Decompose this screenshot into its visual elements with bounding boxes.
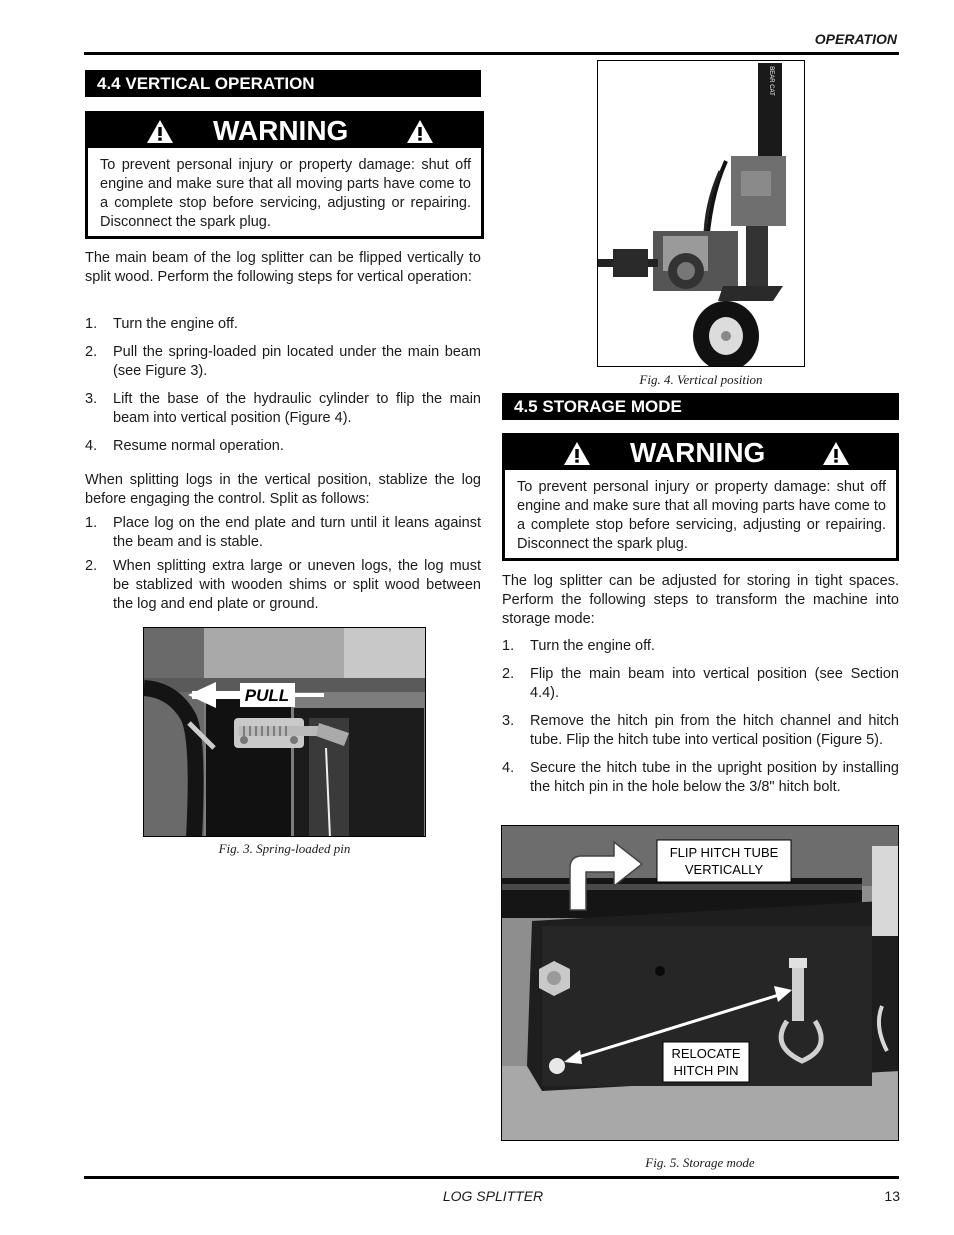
list-item: 4. Resume normal operation. — [85, 438, 284, 454]
section-title-storage-mode: 4.5 STORAGE MODE — [502, 393, 899, 420]
warning-triangle-icon — [146, 119, 174, 144]
list-item: 1. Place log on the end plate and turn until it leans against the beam and is stable. — [85, 515, 481, 550]
pull-label: PULL — [244, 686, 290, 705]
relocate-label-line-2: HITCH PIN — [673, 1063, 739, 1078]
warning-triangle-icon — [563, 441, 591, 466]
list-item: 4. Secure the hitch tube in the upright position by installing the hitch pin in the hole below the 3/8" hitch bolt. — [502, 760, 899, 795]
warning-text: To prevent personal injury or property damage: shut off engine and make sure that all moving parts have come to a complete stop before servicing, adjusting or repairing. Disconnect the spark plug. — [100, 157, 471, 230]
vertical-intro-paragraph: The main beam of the log splitter can be flipped vertically to split wood. Perform the following steps for vertical operation: — [85, 250, 481, 285]
figure-3-caption: Fig. 3. Spring-loaded pin — [218, 841, 351, 856]
warning-title: WARNING — [213, 115, 349, 146]
section-title-vertical-operation: 4.4 VERTICAL OPERATION — [85, 70, 481, 97]
split-intro-paragraph: When splitting logs in the vertical position, stablize the log before engaging the control. Split as follows: — [85, 472, 481, 507]
header-section-label: OPERATION — [814, 31, 897, 47]
list-item: 3. Lift the base of the hydraulic cylinder to flip the main beam into vertical position (Figure 4). — [85, 391, 481, 426]
warning-header — [505, 436, 896, 470]
figure-4-caption: Fig. 4. Vertical position — [639, 372, 763, 387]
warning-box-storage — [502, 433, 899, 561]
list-item: 1. Turn the engine off. — [502, 638, 655, 654]
figure-5-caption: Fig. 5. Storage mode — [645, 1155, 755, 1170]
list-item: 3. Remove the hitch pin from the hitch channel and hitch tube. Flip the hitch tube into vertical position (Figure 5). — [502, 713, 899, 748]
footer-title: LOG SPLITTER — [442, 1188, 544, 1204]
list-item: 2. Flip the main beam into vertical position (see Section 4.4). — [502, 666, 899, 701]
figure-5-storage-mode — [501, 825, 899, 1141]
spring-pin-photo — [144, 628, 426, 837]
figure-4-vertical-position — [597, 60, 805, 367]
list-item: 2. When splitting extra large or uneven logs, the log must be stablized with wooden shims or split wood between the log and end plate or ground. — [85, 558, 481, 612]
warning-title: WARNING — [630, 437, 766, 468]
warning-text: To prevent personal injury or property damage: shut off engine and make sure that all moving parts have come to a complete stop before servicing, adjusting or repairing. Disconnect the spark plug. — [517, 479, 886, 552]
storage-mode-photo — [502, 826, 899, 1141]
relocate-label-line-1: RELOCATE — [671, 1046, 741, 1061]
list-item: 1. Turn the engine off. — [85, 316, 238, 332]
split-steps-list — [85, 514, 481, 614]
storage-intro-paragraph: The log splitter can be adjusted for storing in tight spaces. Perform the following steps to transform the machine into storage mode: — [502, 573, 899, 627]
vertical-splitter-photo — [598, 61, 805, 367]
svg-text:BEAR CAT: BEAR CAT — [768, 66, 774, 96]
footer-rule — [84, 1176, 899, 1179]
header-rule — [84, 52, 899, 55]
warning-box-vertical — [85, 111, 484, 239]
figure-3-spring-loaded-pin — [143, 627, 426, 837]
flip-label-line-1: FLIP HITCH TUBE — [669, 845, 779, 860]
storage-steps-list — [502, 637, 899, 797]
page-number: 13 — [884, 1188, 900, 1204]
warning-triangle-icon — [822, 441, 850, 466]
vertical-steps-list — [85, 315, 481, 456]
warning-header — [88, 114, 481, 148]
list-item: 2. Pull the spring-loaded pin located under the main beam (see Figure 3). — [85, 344, 481, 379]
warning-triangle-icon — [406, 119, 434, 144]
flip-label-line-2: VERTICALLY — [684, 862, 764, 877]
